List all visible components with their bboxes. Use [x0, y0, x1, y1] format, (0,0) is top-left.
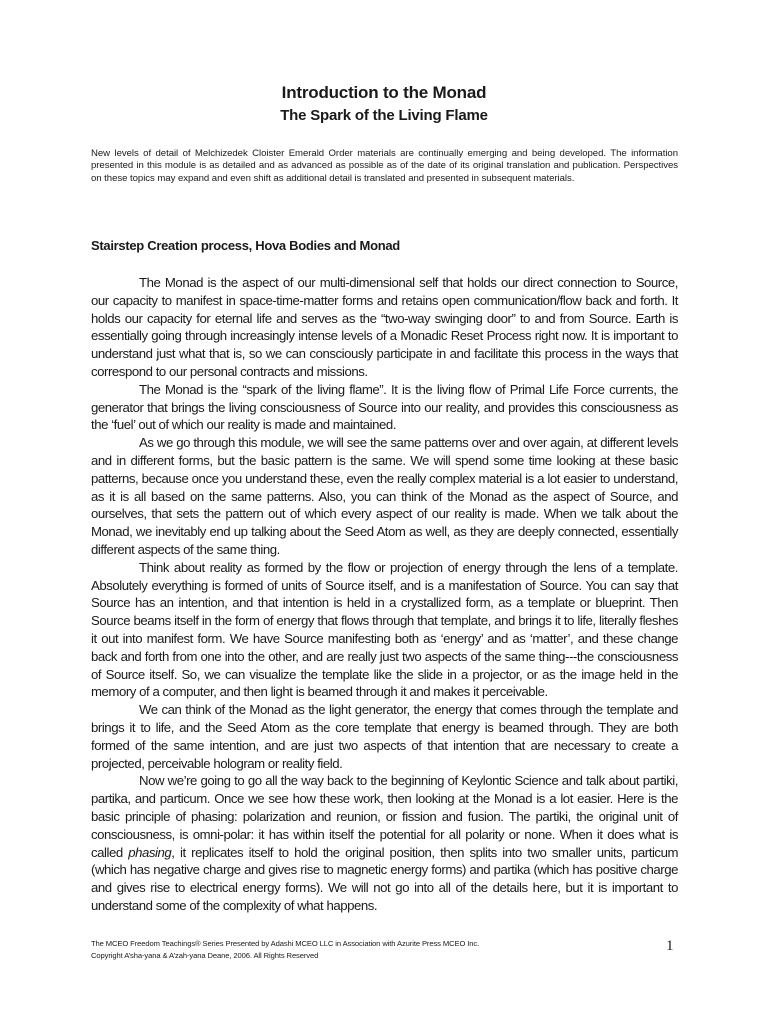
footer-copyright-line: Copyright A’sha-yana & A’zah-yana Deane, 2006. All Rights Reserved — [91, 950, 319, 960]
body-text-segment: , it replicates itself to hold the original position, then splits into two smaller units, particum (which has negative charge and gives rise to magnetic energy forms) and partika (which has positive charge and gives rise to electrical energy forms). We will not go into all of the details here, but it is important to understand some of the complexity of what happens. — [91, 844, 678, 913]
body-paragraph: We can think of the Monad as the light generator, the energy that comes through the template and brings it to life, and the Seed Atom as the core template that energy is beamed through. They are both formed of the same intention, and are just two aspects of that intention that are necessary to create a projected, perceivable hologram or reality field. — [91, 702, 678, 771]
body-paragraph: The Monad is the aspect of our multi-dimensional self that holds our direct connection to Source, our capacity to manifest in space-time-matter forms and retains open communication/flow back and forth. It holds our capacity for eternal life and serves as the “two-way swinging door” to and from Source. Earth is essentially going through increasingly intense levels of a Monadic Reset Process right now. It is important to understand just what that is, so we can consciously participate in and facilitate this process in the ways that correspond to our personal contracts and missions. — [91, 275, 678, 379]
section-heading: Stairstep Creation process, Hova Bodies and Monad — [91, 238, 400, 253]
emphasized-term: phasing — [128, 844, 172, 860]
page-footer — [91, 938, 479, 961]
body-paragraph: Think about reality as formed by the flow or projection of energy through the lens of a template. Absolutely everything is formed of units of Source itself, and is a manifestation of Source. You can say that Source has an intention, and that intention is held in a crystallized form, as a template or blueprint. Then Source beams itself in the form of energy that flows through that template, and brings it to life, literally fleshes it out into manifest form. We have Source manifesting both as ‘energy’ and as ‘matter’, and these change back and forth from one into the other, and are really just two aspects of the same thing---the consciousness of Source itself. So, we can visualize the template like the slide in a projector, or as the image held in the memory of a computer, and then light is beamed through it and makes it perceivable. — [91, 559, 678, 700]
body-paragraph: The Monad is the “spark of the living flame”. It is the living flow of Primal Life Force currents, the generator that brings the living consciousness of Source into our reality, and provides this consciousness as the ‘fuel’ out of which our reality is made and maintained. — [91, 381, 678, 433]
footer-series-line: The MCEO Freedom Teachings® Series Presented by Adashi MCEO LLC in Association with Azurite Press MCEO Inc. — [91, 939, 480, 948]
disclaimer-paragraph: New levels of detail of Melchizedek Cloister Emerald Order materials are continually emerging and being developed. The information presented in this module is as detailed and as advanced as possible as of the date of its original translation and publication. Perspectives on these topics may expand and even shift as additional detail is translated and presented in subsequent materials. — [91, 148, 678, 184]
body-text-segment: Now we’re going to go all the way back to the beginning of Keylontic Science and talk about partiki, partika, and particum. Once we see how these work, then looking at the Monad is a lot easier. Here is the basic principle of phasing: polarization and reunion, or fission and fusion. The partiki, the original unit of consciousness, is omni-polar: it has within itself the potential for all polarity or none. When it does what is called — [91, 773, 678, 860]
body-paragraph-last — [91, 772, 678, 914]
page-number: 1 — [666, 938, 674, 954]
body-text — [91, 274, 678, 915]
body-paragraph: As we go through this module, we will see the same patterns over and over again, at different levels and in different forms, but the basic pattern is the same. We will spend some time looking at these basic patterns, because once you understand these, even the really complex material is a lot easier to understand, as it is all based on the same patterns. Also, you can think of the Monad as the aspect of Source, and ourselves, that sets the pattern out of which every aspect of our reality is made. When we talk about the Monad, we inevitably end up talking about the Seed Atom as well, as they are deeply connected, essentially different aspects of the same thing. — [91, 435, 678, 557]
document-subtitle: The Spark of the Living Flame — [280, 107, 488, 124]
document-title: Introduction to the Monad — [281, 83, 487, 102]
